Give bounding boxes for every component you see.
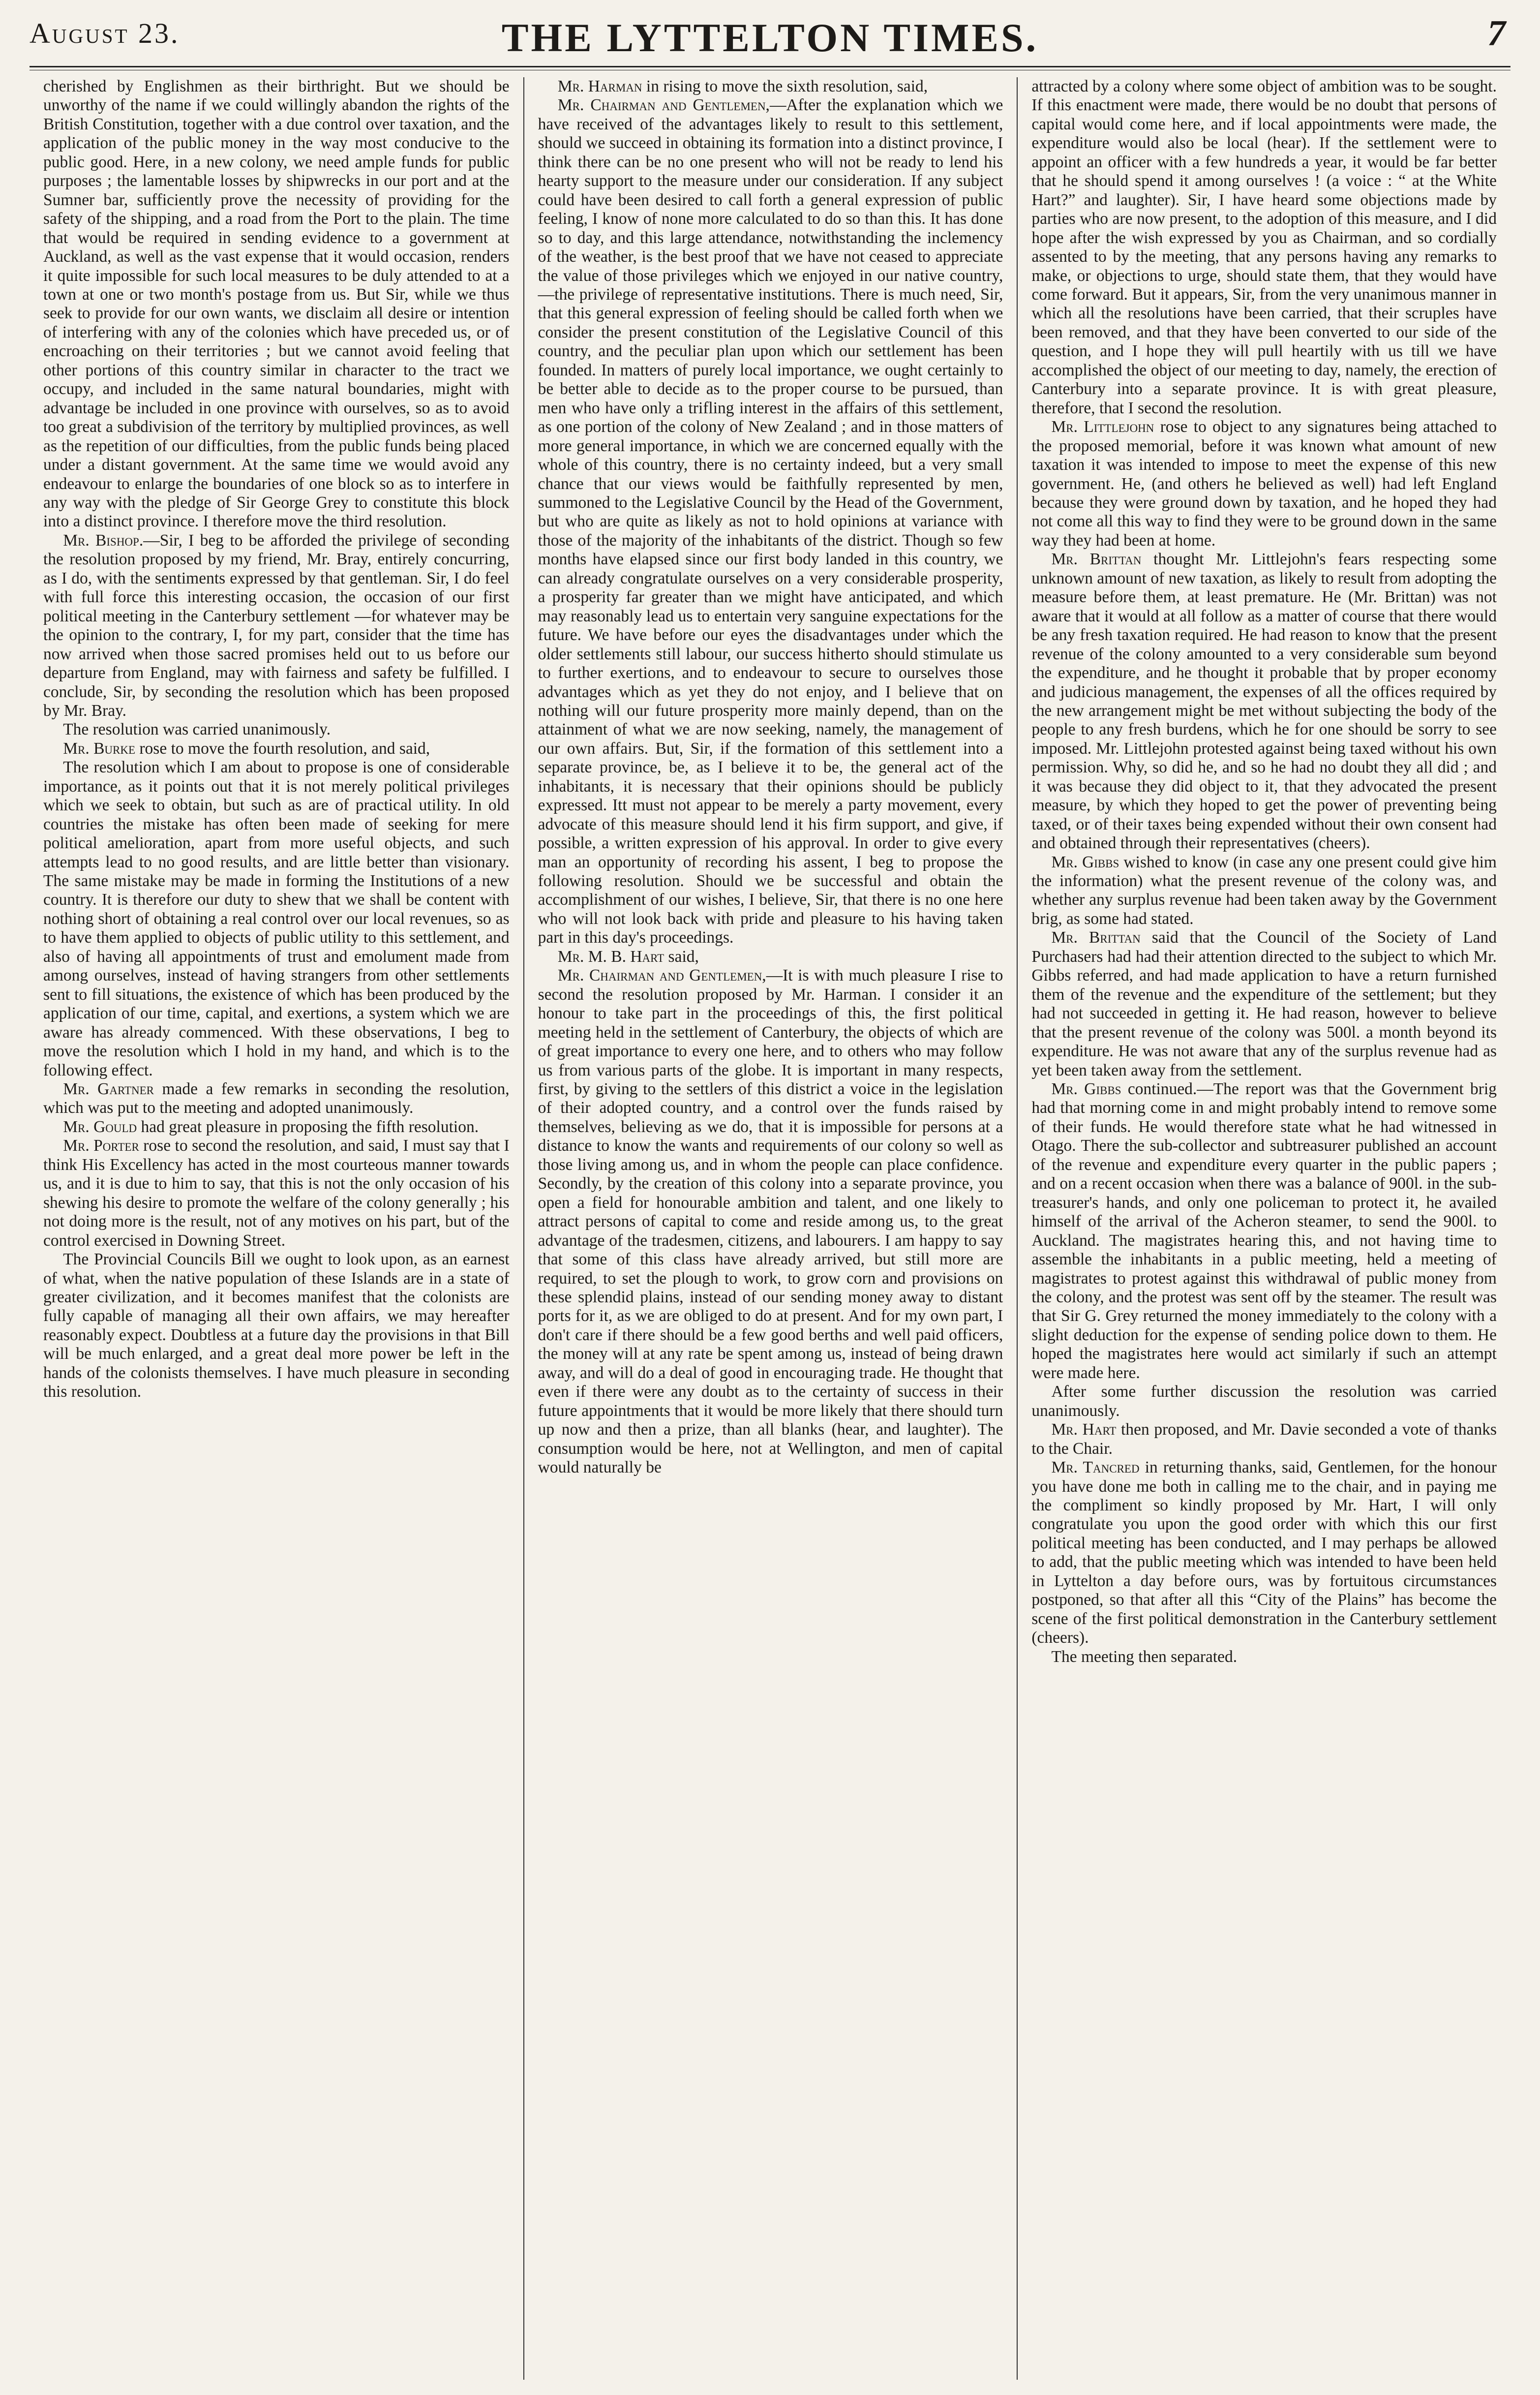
paragraph [538,77,1003,96]
paragraph [1031,928,1497,1080]
paragraph-text: The resolution which I am about to propose is one of considerable importance, as it points out that it is not merely political privileges which we seek to obtain, but such as are of practical utility. In old countries the mistake has often been made of seeking for mere political amelioration, apart from more useful objects, and such attempts lead to no good results, and are little better than visionary. The same mistake may be made in forming the Institutions of a new country. It is therefore our duty to shew that we shall be content with nothing short of obtaining a real control over our local revenues, so as to have them applied to objects of public utility to this settlement, and also of having all appointments of trust and emolument made from among ourselves, instead of having strangers from other settlements sent to fill situations, the existence of which has been produced by the application of our time, capital, and exertions, a system which we are aware has already commenced. With these observations, I beg to move the resolution which I hold in my hand, and which is to the following effect. [43,758,510,1079]
paragraph [43,739,510,758]
issue-date: August 23. [30,17,180,49]
paragraph-text: then proposed, and Mr. Davie seconded a vote of thanks to the Chair. [1031,1420,1497,1458]
speaker-name: Mr. Burke [63,739,136,758]
paragraph [1031,550,1497,853]
paragraph-text: —Sir, I beg to be afforded the privilege of seconding the resolution proposed by my friend, Mr. Bray, entirely concurring, as I do, with the sentiments expressed by that gentleman. Sir, I do feel with full force this interesting occasion, the occasion of our first political meeting in the Canterbury settlement —for whatever may be the opinion to the contrary, I, for my part, consider that the time has now arrived when those sacred promises held out to us before our departure from England, may with fairness and safety be fulfilled. I conclude, Sir, by seconding the resolution which has been proposed by Mr. Bray. [43,531,510,720]
paragraph-text: wished to know (in case any one present could give him the information) what the present revenue of the colony was, and whether any surplus revenue had been taken away by the Government brig, as some had stated. [1031,853,1497,928]
paragraph [1031,1382,1497,1420]
paragraph-text: thought Mr. Littlejohn's fears respecting some unknown amount of new taxation, as likely to result from adopting the measure before them, at least premature. He (Mr. Brittan) was not aware that it would at all follow as a matter of course that there would be any fresh taxation required. He had reason to know that the present revenue of the colony amounted to a very considerable sum beyond the expenditure, and he thought it probable that by proper economy and judicious management, the expenses of all the offices required by the new arrangement might be met without subjecting the body of the people to any fresh burdens, which he for one should be sorry to see imposed. Mr. Littlejohn protested against being taxed without his own permission. Why, so did he, and so he had no doubt they all did ; and it was because they did object to it, that they advocated the present measure, by which they hoped to get the power of preventing being taxed, or of their taxes being expended without their own consent had and obtained through their representatives (cheers). [1031,550,1497,853]
paragraph-text: made a few remarks in seconding the resolution, which was put to the meeting and adopted unanimously. [43,1080,510,1117]
paragraph [1031,1458,1497,1648]
paragraph-text: rose to move the fourth resolution, and said, [135,739,430,758]
column-2 [523,77,1017,2380]
speaker-name: Mr. Gartner [63,1080,154,1099]
speaker-name: Mr. Tancred [1051,1458,1140,1477]
paragraph-text: The Provincial Councils Bill we ought to look upon, as an earnest of what, when the native population of these Islands are in a state of greater civilization, and it becomes manifest that the colonists are fully capable of managing all their own affairs, we may hereafter reasonably expect. Doubtless at a future day the provisions in that Bill will be much enlarged, and a great deal more power be left in the hands of the colonists themselves. I have much pleasure in seconding this resolution. [43,1250,510,1401]
column-1 [30,77,523,2380]
paragraph [1031,1080,1497,1382]
paragraph [538,948,1003,966]
paragraph-text: After some further discussion the resolution was carried unanimously. [1031,1382,1497,1420]
speaker-name: Mr. Littlejohn [1051,418,1154,436]
page-number: 7 [1487,13,1506,54]
paragraph [538,96,1003,947]
paragraph [43,531,510,721]
paragraph [1031,1420,1497,1458]
paragraph-text: cherished by Englishmen as their birthright. But we should be unworthy of the name if we could willingly abandon the rights of the British Constitution, together with a due control over taxation, and the application of the public money in the way most conducive to the public good. Here, in a new colony, we need ample funds for public purposes ; the lamentable losses by shipwrecks in our port and at the Sumner bar, sufficiently prove the necessity of providing for the safety of the shipping, and a road from the Port to the plain. The time that would be required in sending evidence to a government at Auckland, as well as the vast expense that it would occasion, renders it quite impossible for such local measures to be duly attended to at a town at one or two month's postage from us. But Sir, while we thus seek to provide for our own wants, we disclaim all desire or intention of interfering with any of the colonies which have preceded us, or of encroaching on their territories ; but we cannot avoid feeling that other portions of this country similar in character to the tract we occupy, and included in the same natural boundaries, might with advantage be included in one province with ourselves, so as to avoid too great a subdivision of the territory by multiplied provinces, as well as the repetition of our difficulties, from the public funds being placed under a distant government. At the same time we would avoid any endeavour to enlarge the boundaries of one block so as to interfere in any way with the pledge of Sir George Grey to constitute this block into a distinct province. I therefore move the third resolution. [43,77,510,531]
paragraph [43,1136,510,1250]
speaker-name: Mr. M. B. Hart [557,947,664,966]
paragraph-text: The meeting then separated. [1051,1647,1238,1666]
paragraph [1031,853,1497,929]
paragraph-text: in returning thanks, said, Gentlemen, for the honour you have done me both in calling me to the chair, and in paying me the compliment so kindly proposed by Mr. Hart, I will only congratulate you upon the good order with which this our first political meeting has been conducted, and I may perhaps be allowed to add, that the public meeting which was intended to have been held in Lyttelton a day before ours, was by fortuitous circumstances postponed, so that after all this “City of the Plains” has become the scene of the first political demonstration in the Canterbury settlement (cheers). [1031,1458,1497,1647]
paragraph [1031,418,1497,550]
paragraph [43,1080,510,1118]
speaker-name: Mr. Porter [63,1136,139,1155]
speaker-name: Mr. Hart [1051,1420,1117,1439]
paragraph-text: continued.—The report was that the Government brig had that morning come in and might probably intend to remove some of their funds. He would therefore state what he had witnessed in Otago. There the sub-collector and subtreasurer published an account of the revenue and expenditure every quarter in the public papers ; and on a recent occasion when there was a balance of 900l. in the sub-treasurer's hands, and only one policeman to protect it, he availed himself of the arrival of the Acheron steamer, to send the 900l. to Auckland. The magistrates hearing this, and not having time to assemble the inhabitants in a public meeting, held a meeting of magistrates to protest against this withdrawal of public money from the colony, and the protest was sent off by the steamer. The result was that Sir G. Grey returned the money immediately to the colony with a slight deduction for the expense of sending police down to them. He hoped the magistrates here would act similarly if such an attempt were made here. [1031,1080,1497,1382]
speaker-name: Mr. Brittan [1051,550,1142,569]
speaker-name: Mr. Gibbs [1051,853,1119,871]
paragraph [1031,77,1497,418]
paragraph-text: rose to object to any signatures being attached to the proposed memorial, before it was known what amount of new taxation it was intended to impose to meet the expense of this new government. He, (and others he believed as well) had left England because they were ground down by taxation, and he hoped they had not come all this way to find they were to be ground down in the same way they had been at home. [1031,418,1497,550]
masthead [30,15,1510,62]
newspaper-title: THE LYTTELTON TIMES. [501,15,1039,60]
paragraph [1031,1648,1497,1666]
paragraph [43,758,510,1080]
speaker-name: Mr. Gould [63,1117,137,1136]
paragraph-text: in rising to move the sixth resolution, said, [642,77,928,95]
speaker-name: Mr. Chairman and Gentlemen, [557,966,766,985]
paragraph [538,966,1003,1477]
paragraph-text: —After the explanation which we have received of the advantages likely to result to this settlement, should we succeed in obtaining its formation into a distinct province, I think there can be no one present who will not be ready to lend his hearty support to the measure under our consideration. If any subject could have been desired to call forth a general expression of public feeling, I know of none more calculated to do so than this. It has done so to day, and this large attendance, notwithstanding the inclemency of the weather, is the best proof that we have not ceased to appreciate the value of those privileges which we enjoyed in our native country,—the privilege of representative institutions. There is much need, Sir, that this general expression of feeling should be called forth when we consider the present constitution of the Legislative Council of this country, and the peculiar plan upon which our settlement has been founded. In matters of purely local importance, we ought certainly to be better able to decide as to the proper course to be pursued, than men who have only a trifling interest in the affairs of this settlement, as one portion of the colony of New Zealand ; and in those matters of more general importance, in which we are concerned equally with the whole of this country, there is no certainty indeed, but a very small chance that our views would be faithfully represented by men, summoned to the Legislative Council by the Head of the Government, but who are quite as likely as not to hold opinions at variance with those of the majority of the inhabitants of the district. Though so few months have elapsed since our first body landed in this country, we can already congratulate ourselves on a very considerable prosperity, a prosperity far greater than we might have anticipated, and which may reasonably lead us to entertain very sanguine expectations for the future. We have before our eyes the disadvantages under which the older settlements still labour, our success hitherto should stimulate us to further exertions, and to endeavour to secure to ourselves those advantages which as yet they do not enjoy, and I believe that on nothing will our future prosperity more mainly depend, than on the attainment of what we are now seeking, namely, the management of our own affairs. But, Sir, if the formation of this settlement into a separate province, be, as I believe it to be, the general act of the inhabitants, it is necessary that their opinions should be publicly expressed. Itt must not appear to be merely a party movement, every advocate of this measure should lend it his firm support, and give, if possible, a written expression of his approval. In order to give every man an opportunity of recording his assent, I beg to propose the following resolution. Should we be successful and obtain the accomplishment of our wishes, I believe, Sir, that there is no one here who will not look back with pride and pleasure to his having taken part in this day's proceedings. [538,96,1003,947]
speaker-name: Mr. Bishop. [63,531,144,550]
paragraph-text: attracted by a colony where some object of ambition was to be sought. If this enactment were made, there would be no doubt that persons of capital would come here, and if local appointments were made, the expenditure would also be local (hear). If the settlement were to appoint an officer with a few hundreds a year, it would be far better that he should spend it among ourselves ! (a voice : “ at the White Hart?” and laughter). Sir, I have heard some objections made by parties who are now present, to the adoption of this measure, and I did hope after the wish expressed by you as Chairman, and so cordially assented to by the meeting, that any persons having any remarks to make, or objections to urge, should state them, that they would have come forward. But it appears, Sir, from the very unanimous manner in which all the resolutions have been carried, that their scruples have been removed, and that they have been converted to our side of the question, and I hope they will pull heartily with us till we have accomplished the object of our meeting to day, namely, the erection of Canterbury into a separate province. It is with great pleasure, therefore, that I second the resolution. [1031,77,1497,417]
paragraph [43,720,510,739]
paragraph [43,1118,510,1136]
speaker-name: Mr. Brittan [1051,928,1141,947]
speaker-name: Mr. Gibbs [1051,1080,1121,1099]
paragraph-text: The resolution was carried unanimously. [63,720,331,739]
column-3 [1017,77,1510,2380]
paragraph-text: had great pleasure in proposing the fifth resolution. [137,1117,479,1136]
paragraph [43,77,510,531]
paragraph-text: said, [664,947,699,966]
article-columns [30,77,1510,2380]
paragraph-text: said that the Council of the Society of Land Purchasers had had their attention directed to the subject to which Mr. Gibbs referred, and had made application to have a return furnished them of the revenue and the expenditure of the settlement; but they had not succeeded in getting it. He had reason, however to believe that the present revenue of the colony was 500l. a month beyond its expenditure. He was not aware that any of the surplus revenue had as yet been taken away from the settlement. [1031,928,1497,1079]
masthead-rule [30,66,1510,67]
paragraph [43,1250,510,1402]
speaker-name: Mr. Chairman and Gentlemen, [557,96,770,115]
paragraph-text: —It is with much pleasure I rise to second the resolution proposed by Mr. Harman. I consider it an honour to take part in the proceedings of this, the first political meeting held in the settlement of Canterbury, the objects of which are of great importance to every one here, and to others who may follow us from various parts of the globe. It is important in many respects, first, by giving to the settlers of this district a voice in the legislation of their adopted country, and a control over the funds raised by themselves, believing as we do, that it is impossible for persons at a distance to know the wants and requirements of our colony so well as those living among us, and in whom the people can place confidence. Secondly, by the creation of this colony into a separate province, you open a field for honourable ambition and talent, and one likely to attract persons of capital to come and reside among us, to the great advantage of the tradesmen, citizens, and labourers. I am happy to say that some of this class have already arrived, but still more are required, to set the plough to work, to grow corn and provisions on these splendid plains, instead of our sending money away to distant ports for it, as we are obliged to do at present. And for my own part, I don't care if there should be a few good berths and well paid officers, the money will at any rate be spent among us, instead of being drawn away, and will do a deal of good in encouraging trade. He thought that even if there were any doubt as to the certainty of success in their future appointments that it would be more likely that there should turn up now and then a prize, than all blanks (hear, and laughter). The consumption would be here, not at Wellington, and men of capital would naturally be [538,966,1003,1477]
paragraph-text: rose to second the resolution, and said, I must say that I think His Excellency has acted in the most courteous manner towards us, and it is due to him to say, that this is not the only occasion of his shewing his desire to promote the welfare of the colony generally ; his not doing more is the result, not of any motives on his part, but of the control exercised in Downing Street. [43,1136,510,1250]
speaker-name: Mr. Harman [557,77,642,95]
